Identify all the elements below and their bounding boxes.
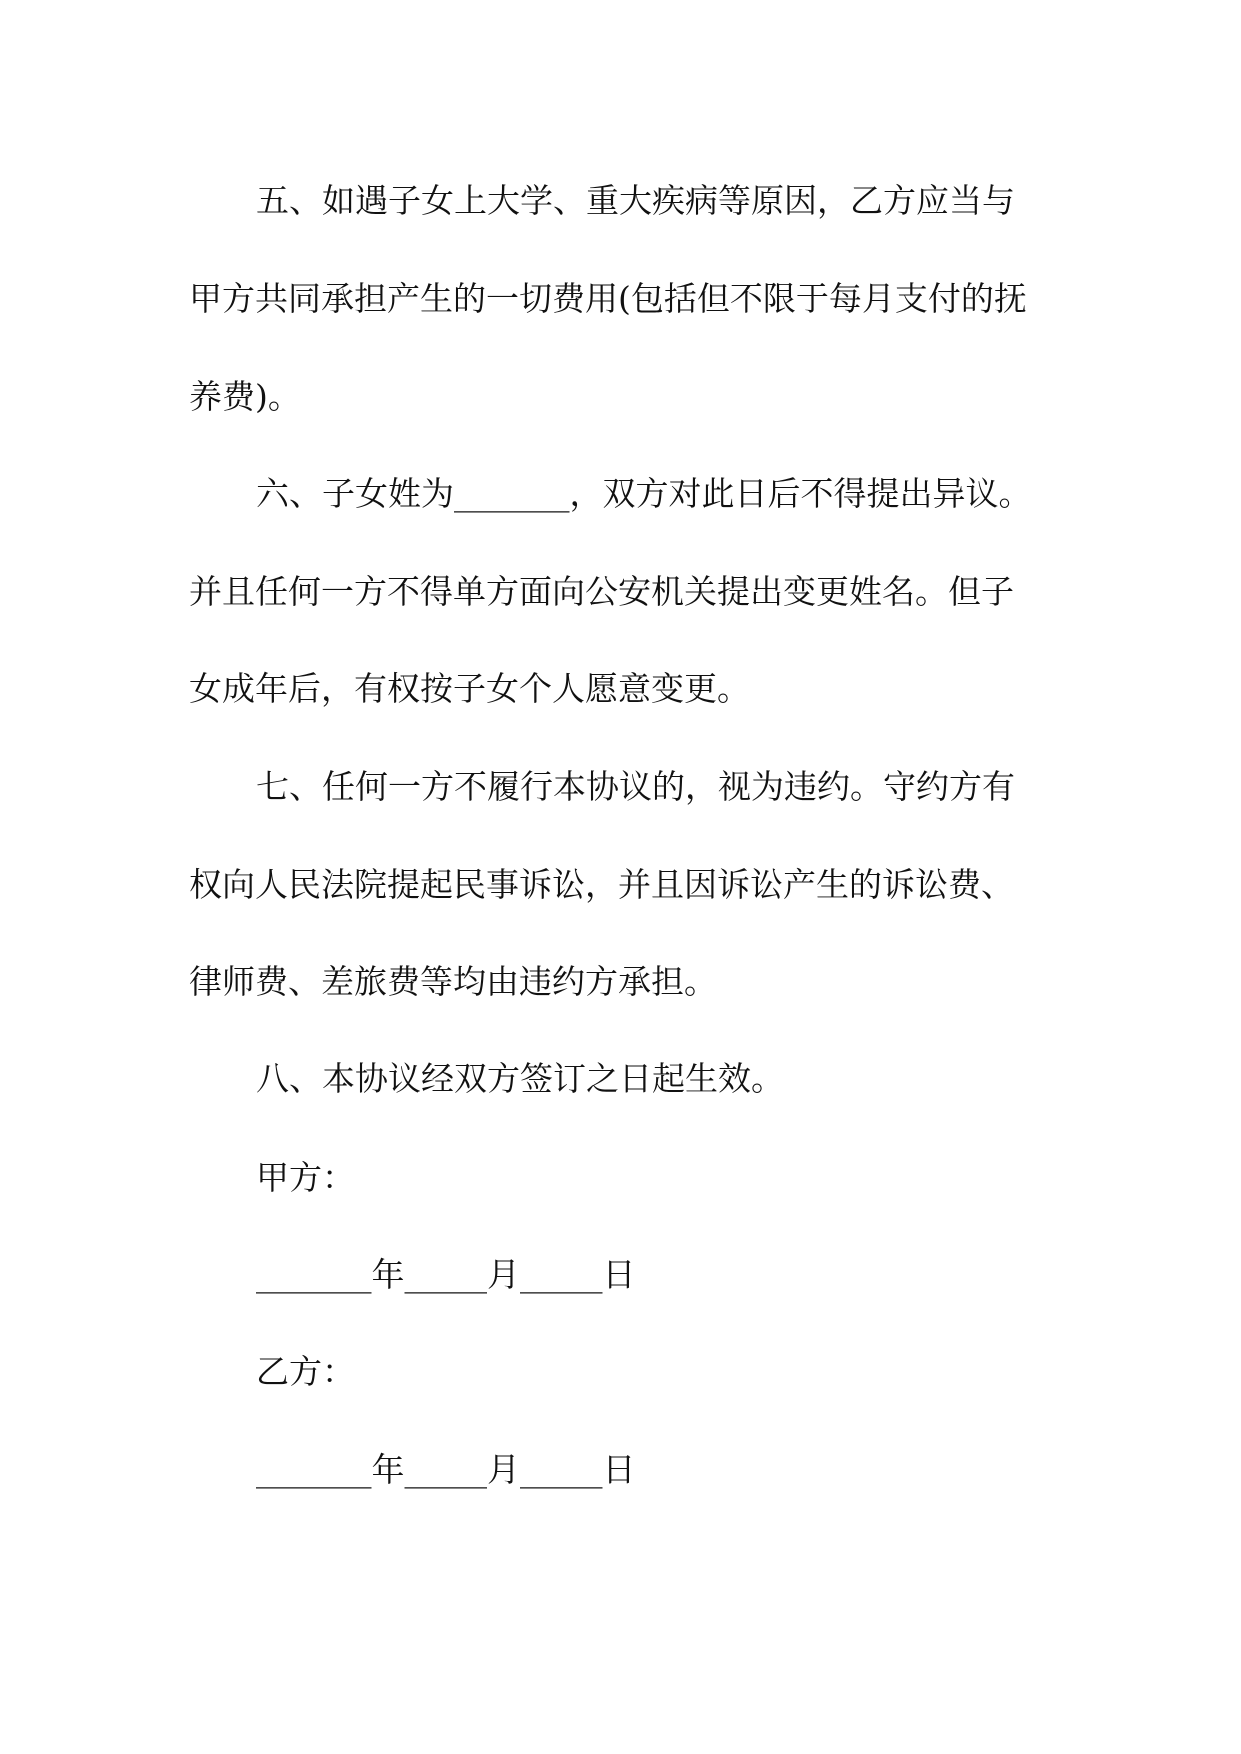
clause-6-line-3: 女成年后，有权按子女个人愿意变更。 — [189, 669, 750, 708]
party-b-label: 乙方： — [256, 1352, 355, 1391]
clause-7-line-2: 权向人民法院提起民事诉讼，并且因诉讼产生的诉讼费、 — [189, 865, 1014, 904]
clause-7-line-1: 七、任何一方不履行本协议的，视为违约。守约方有 — [256, 767, 1015, 806]
party-a-label: 甲方： — [256, 1158, 355, 1197]
clause-5-line-1: 五、如遇子女上大学、重大疾病等原因，乙方应当与 — [256, 181, 1015, 220]
clause-6-line-1: 六、子女姓为_______，双方对此日后不得提出异议。 — [256, 474, 1032, 513]
party-b-date: _______年_____月_____日 — [256, 1450, 636, 1489]
clause-5-line-2: 甲方共同承担产生的一切费用(包括但不限于每月支付的抚 — [189, 279, 1027, 318]
party-a-date: _______年_____月_____日 — [256, 1255, 636, 1294]
clause-6-line-2: 并且任何一方不得单方面向公安机关提出变更姓名。但子 — [189, 572, 1014, 611]
clause-8-line-1: 八、本协议经双方签订之日起生效。 — [256, 1059, 784, 1098]
clause-5-line-3: 养费)。 — [189, 377, 301, 416]
clause-7-line-3: 律师费、差旅费等均由违约方承担。 — [189, 962, 717, 1001]
